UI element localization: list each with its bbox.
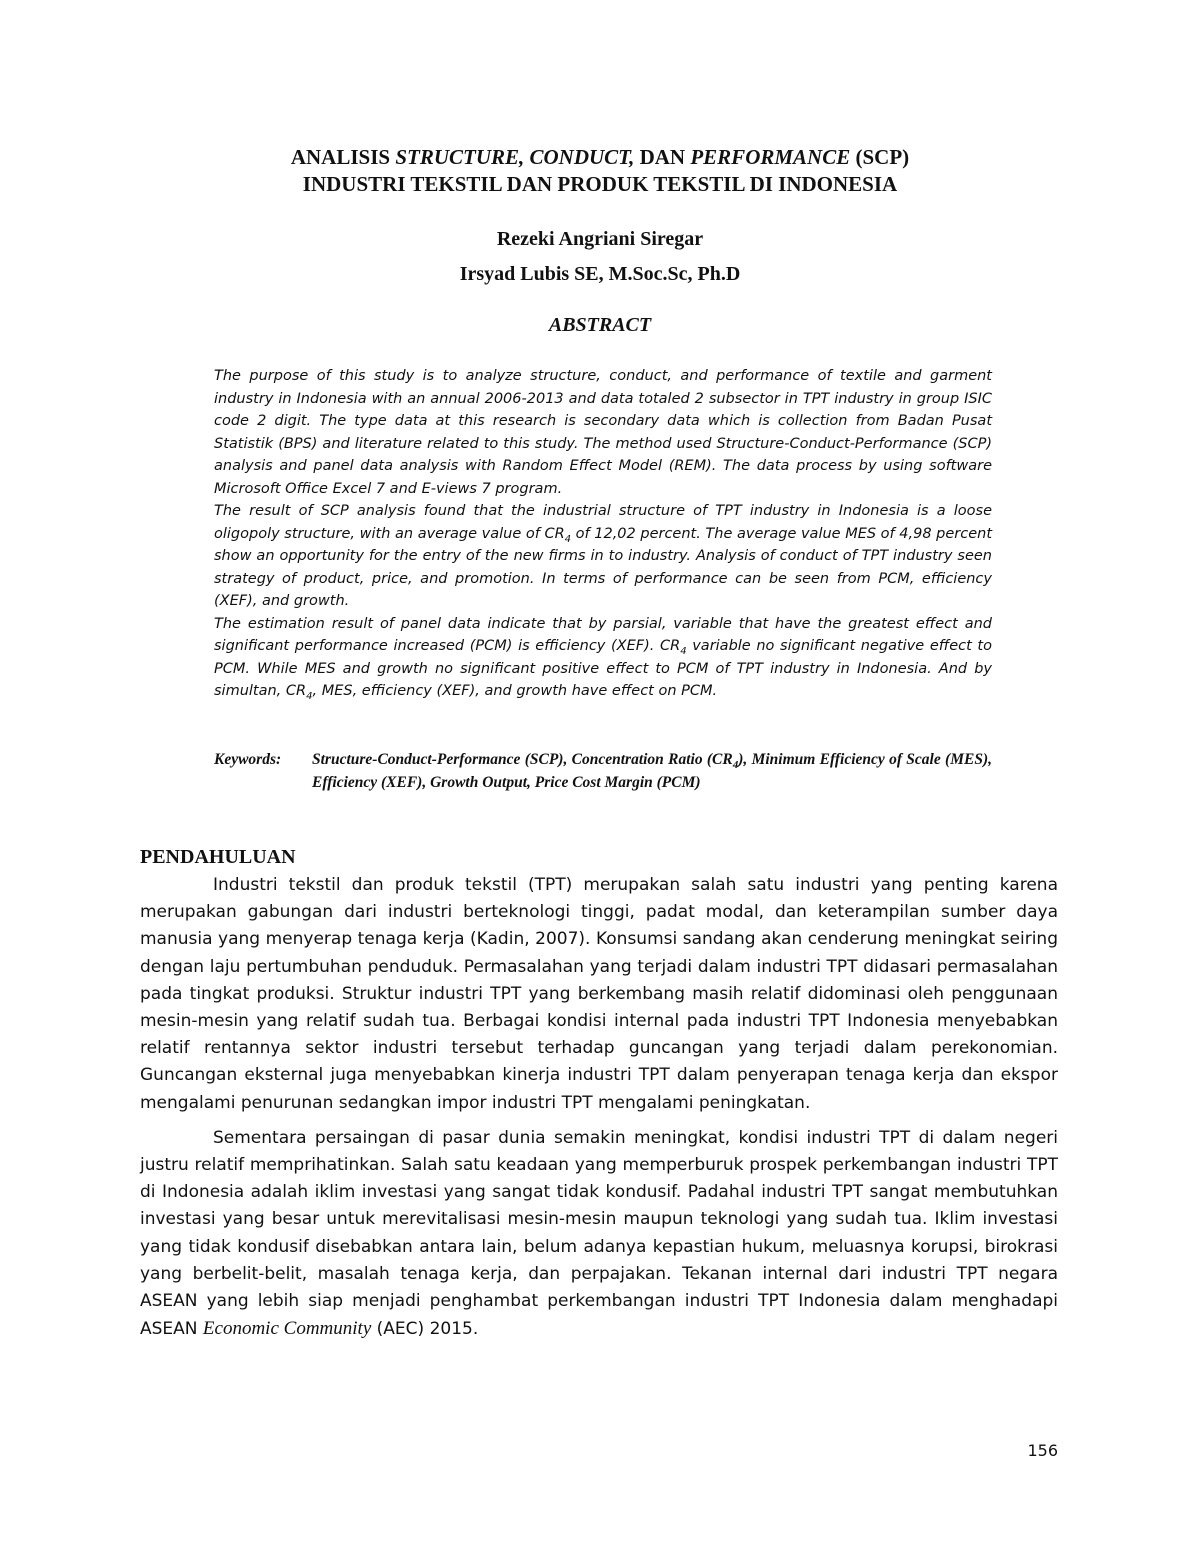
title-line-2: INDUSTRI TEKSTIL DAN PRODUK TEKSTIL DI INDONESIA bbox=[302, 172, 898, 196]
keywords-text: Structure-Conduct-Performance (SCP), Concentration Ratio $(CR_4)$, Minimum Efficiency of Scale (MES), Efficiency (XEF), Growth Output, Price Cost Margin (PCM) bbox=[312, 751, 992, 791]
title-line-1: ANALISIS STRUCTURE, CONDUCT, DAN PERFORMANCE (SCP) bbox=[290, 145, 910, 169]
author-name: Irsyad Lubis SE, M.Soc.Sc, Ph.D bbox=[459, 263, 741, 285]
abstract-paragraph: The purpose of this study is to analyze structure, conduct, and performance of textile and garment industry in Indonesia with an annual 2006-2013 and data totaled 2 subsector in TPT industry in group ISIC code 2 digit. The type data at this research is secondary data which is collection from Badan Pusat Statistik (BPS) and literature related to this study. The method used Structure-Conduct-Performance (SCP) analysis and panel data analysis with Random Effect Model (REM). The data process by using software Microsoft Office Excel 7 and E-views 7 program. bbox=[214, 368, 992, 497]
abstract-paragraph: The estimation result of panel data indicate that by parsial, variable that have the greatest effect and significant performance increased (PCM) is efficiency (XEF). $CR_4$ variable no significant negative effect to PCM. While MES and growth no significant positive effect to PCM of TPT industry in Indonesia. And by simultan, $CR_4$, MES, efficiency (XEF), and growth have effect on PCM. bbox=[214, 615, 992, 702]
abstract-body bbox=[214, 365, 992, 703]
body-paragraph: Sementara persaingan di pasar dunia semakin meningkat, kondisi industri TPT di dalam negeri justru relatif memprihatinkan. Salah satu keadaan yang memperburuk prospek perkembangan industri TPT di Indonesia adalah iklim investasi yang sangat tidak kondusif. Padahal industri TPT sangat membutuhkan investasi yang besar untuk merevitalisasi mesin-mesin maupun teknologi yang sudah tua. Iklim investasi yang tidak kondusif disebabkan antara lain, belum adanya kepastian hukum, meluasnya korupsi, birokrasi yang berbelit-belit, masalah tenaga kerja, dan perpajakan. Tekanan internal dari industri TPT negara ASEAN yang lebih siap menjadi penghambat perkembangan industri TPT Indonesia dalam menghadapi ASEAN Economic Community (AEC) 2015. bbox=[140, 1127, 1058, 1340]
page-number: 156 bbox=[1027, 1441, 1058, 1460]
keywords bbox=[214, 749, 992, 794]
paper-title bbox=[140, 144, 1060, 198]
body-paragraph: Industri tekstil dan produk tekstil (TPT) merupakan salah satu industri yang penting karena merupakan gabungan dari industri berteknologi tinggi, padat modal, dan keterampilan sumber daya manusia yang menyerap tenaga kerja (Kadin, 2007). Konsumsi sandang akan cenderung meningkat seiring dengan laju pertumbuhan penduduk. Permasalahan yang terjadi dalam industri TPT didasari permasalahan pada tingkat produksi. Struktur industri TPT yang berkembang masih relatif didominasi oleh penggunaan mesin-mesin yang relatif sudah tua. Berbagai kondisi internal pada industri TPT Indonesia menyebabkan relatif rentannya sektor industri tersebut terhadap guncangan yang terjadi dalam perekonomian. Guncangan eksternal juga menyebabkan kinerja industri TPT dalam penyerapan tenaga kerja dan ekspor mengalami penurunan sedangkan impor industri TPT mengalami peningkatan. bbox=[140, 875, 1058, 1113]
author-name: Rezeki Angriani Siregar bbox=[496, 228, 704, 250]
abstract-paragraph: The result of SCP analysis found that the industrial structure of TPT industry in Indonesia is a loose oligopoly structure, with an average value of $CR_4$ of 12,02 percent. The average value MES of 4,98 percent show an opportunity for the entry of the new firms in to industry. Analysis of conduct of TPT industry seen strategy of product, price, and promotion. In terms of performance can be seen from PCM, efficiency (XEF), and growth. bbox=[214, 503, 993, 609]
section-heading: PENDAHULUAN bbox=[140, 846, 296, 868]
section-body bbox=[140, 872, 1058, 1343]
author-list bbox=[140, 222, 1060, 292]
abstract-heading: ABSTRACT bbox=[548, 314, 652, 336]
keywords-label: Keywords: bbox=[214, 751, 282, 768]
